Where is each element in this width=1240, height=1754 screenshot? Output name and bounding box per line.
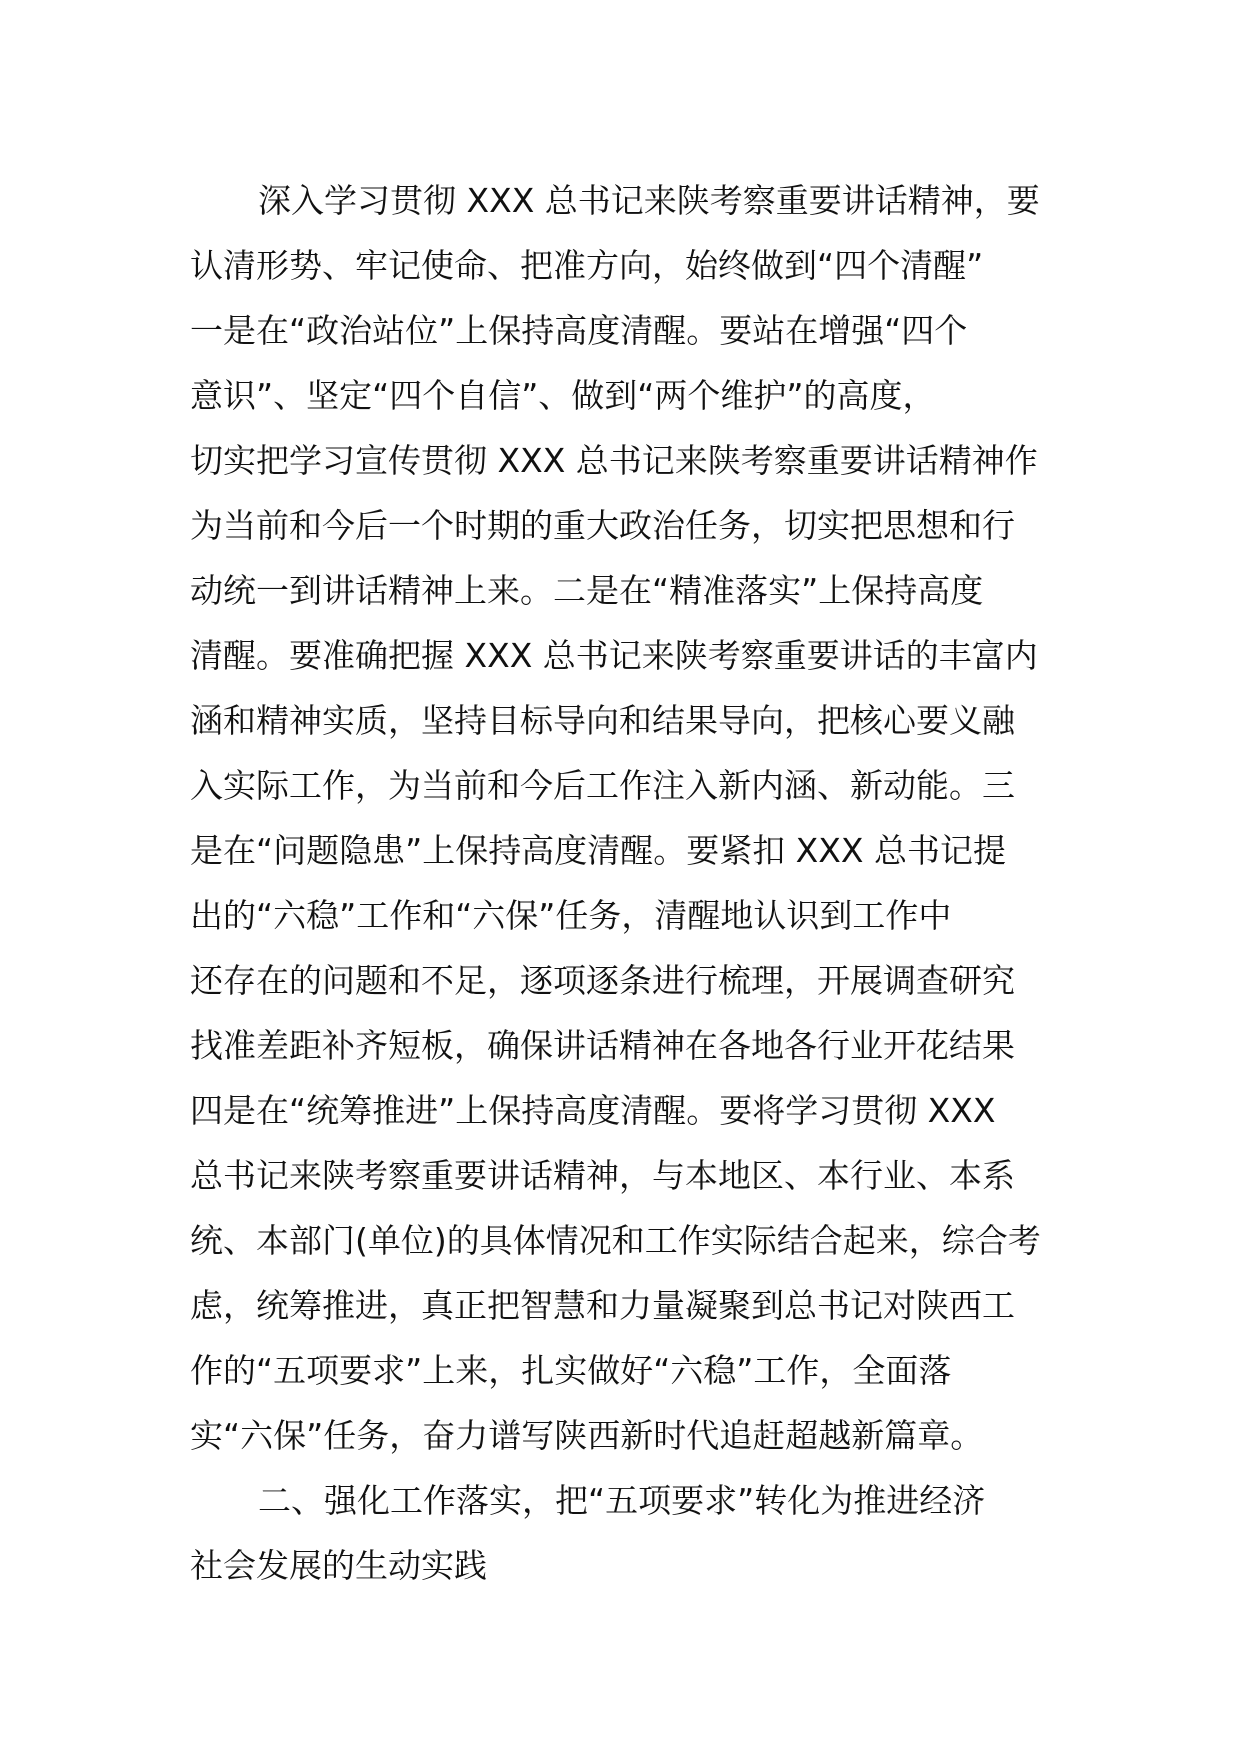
section-heading-continuation: 社会发展的生动实践 xyxy=(190,1546,487,1585)
text-line: 作的“五项要求”上来，扎实做好“六稳”工作，全面落 xyxy=(190,1351,952,1390)
text-line: 涵和精神实质，坚持目标导向和结果导向，把核心要义融 xyxy=(190,701,1015,740)
text-line: 入实际工作，为当前和今后工作注入新内涵、新动能。三 xyxy=(190,766,1015,805)
text-line: 认清形势、牢记使命、把准方向，始终做到“四个清醒” xyxy=(190,246,984,285)
text-line: 虑，统筹推进，真正把智慧和力量凝聚到总书记对陕西工 xyxy=(190,1286,1015,1325)
text-line: 四是在“统筹推进”上保持高度清醒。要将学习贯彻 XXX xyxy=(190,1091,996,1130)
text-line: 一是在“政治站位”上保持高度清醒。要站在增强“四个 xyxy=(190,311,968,350)
section-heading: 二、强化工作落实，把“五项要求”转化为推进经济 xyxy=(258,1481,986,1520)
text-line: 动统一到讲话精神上来。二是在“精准落实”上保持高度 xyxy=(190,571,984,610)
text-line: 找准差距补齐短板，确保讲话精神在各地各行业开花结果 xyxy=(190,1026,1015,1065)
text-line: 总书记来陕考察重要讲话精神，与本地区、本行业、本系 xyxy=(190,1156,1015,1195)
body-text xyxy=(190,168,1060,1598)
text-line: 清醒。要准确把握 XXX 总书记来陕考察重要讲话的丰富内 xyxy=(190,636,1038,675)
text-line: 意识”、坚定“四个自信”、做到“两个维护”的高度， xyxy=(190,376,936,415)
text-line: 还存在的问题和不足，逐项逐条进行梳理，开展调查研究 xyxy=(190,961,1015,1000)
text-line: 深入学习贯彻 XXX 总书记来陕考察重要讲话精神，要 xyxy=(258,181,1040,220)
text-line: 实“六保”任务，奋力谱写陕西新时代追赶超越新篇章。 xyxy=(190,1416,984,1455)
text-line: 出的“六稳”工作和“六保”任务，清醒地认识到工作中 xyxy=(190,896,952,935)
text-line: 为当前和今后一个时期的重大政治任务，切实把思想和行 xyxy=(190,506,1015,545)
text-line: 统、本部门(单位)的具体情况和工作实际结合起来，综合考 xyxy=(190,1221,1041,1260)
text-line: 切实把学习宣传贯彻 XXX 总书记来陕考察重要讲话精神作 xyxy=(190,441,1038,480)
text-line: 是在“问题隐患”上保持高度清醒。要紧扣 XXX 总书记提 xyxy=(190,831,1006,870)
